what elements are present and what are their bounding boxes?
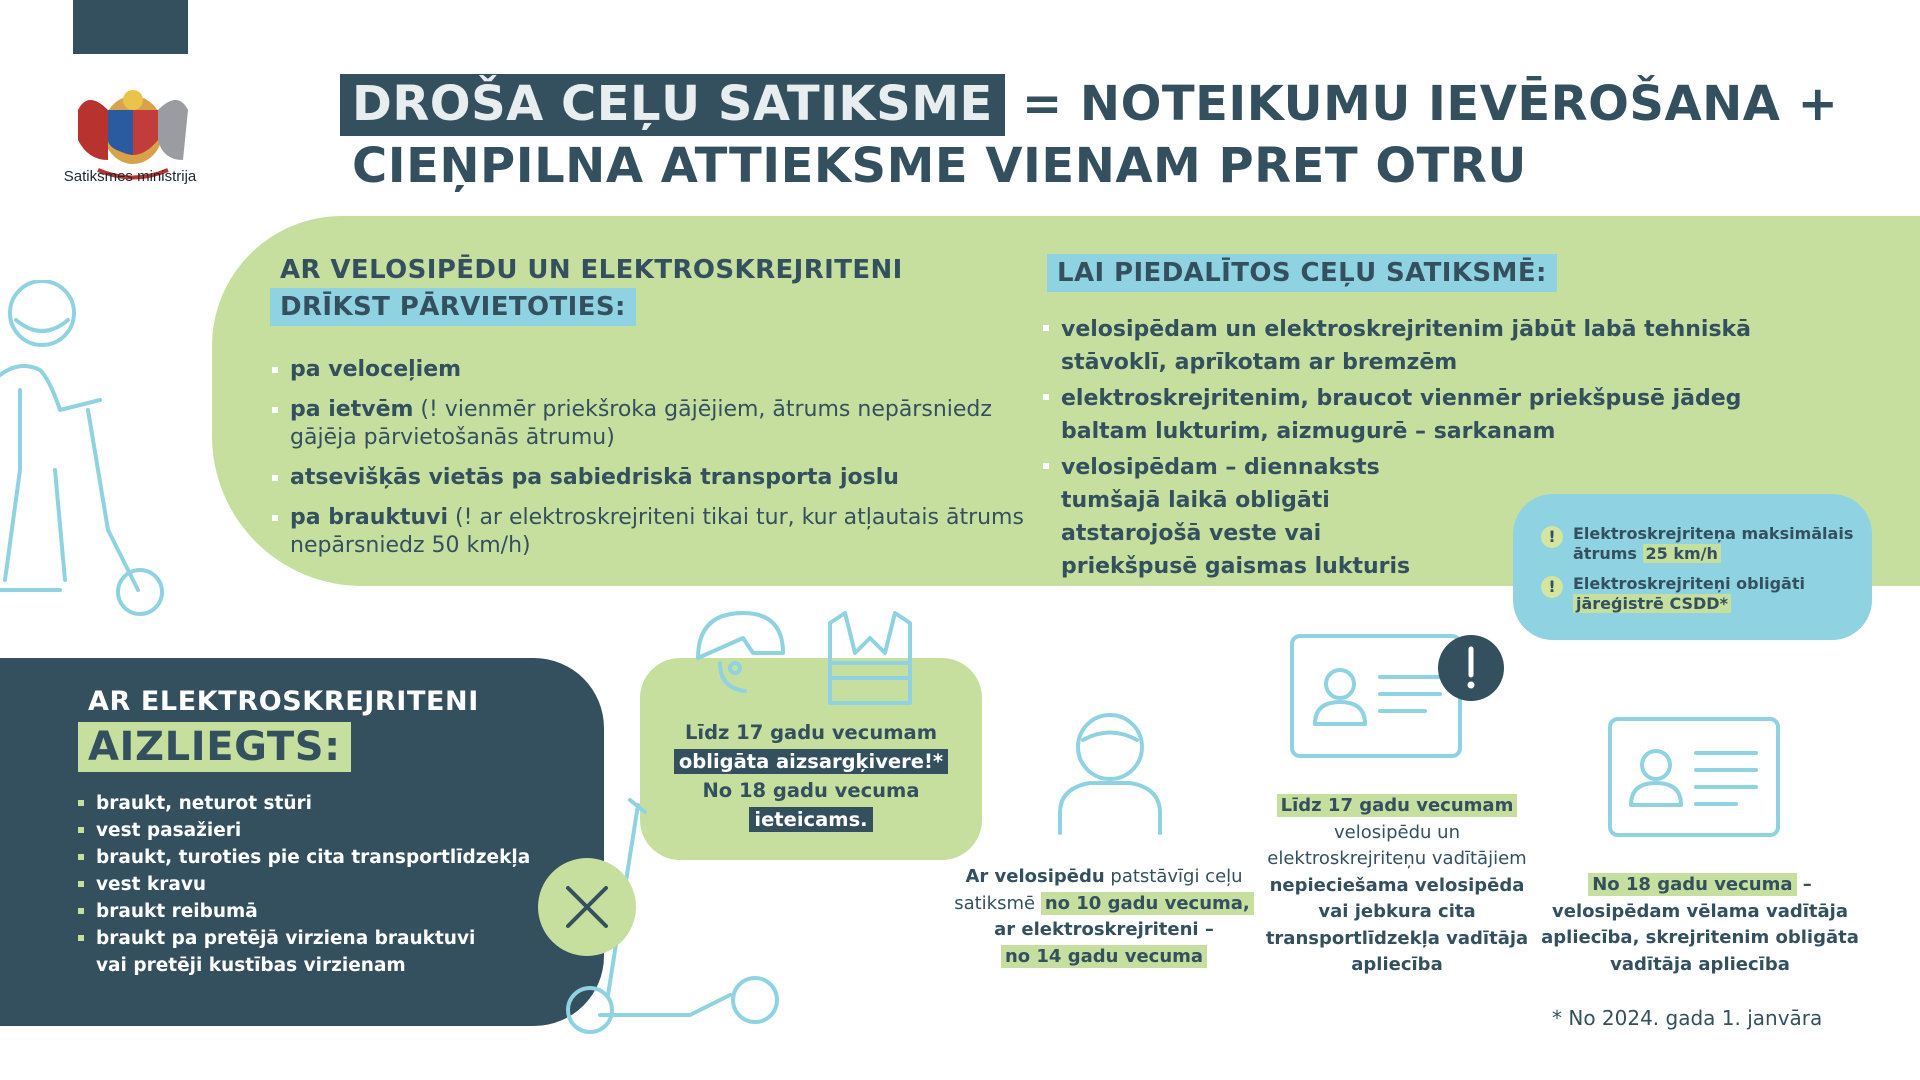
list-item: vest pasažieri <box>78 817 598 844</box>
title-highlight: DROŠA CEĻU SATIKSME <box>340 74 1005 136</box>
exclamation-icon: ! <box>1541 526 1563 548</box>
top-tab <box>73 0 188 54</box>
list-item: velosipēdam – diennaksts tumšajā laikā obligāti atstarojošā veste vai priekšpusē gaismas lukturis <box>1043 451 1441 583</box>
list-item: braukt reibumā <box>78 898 598 925</box>
scooter-info-box <box>1513 494 1872 640</box>
allowed-list <box>272 356 1032 572</box>
helmet-text: Līdz 17 gadu vecumam obligāta aizsargķivere!* No 18 gadu vecuma ieteicams. <box>640 718 982 834</box>
list-item: braukt, neturot stūri <box>78 790 598 817</box>
license18-text: No 18 gadu vecuma – velosipēdam vēlama vadītāja apliecība, skrejritenim obligāta vadītāja apliecība <box>1541 874 1859 975</box>
list-item: pa ietvēm (! vienmēr priekšroka gājējiem, ātrums nepārsniedz gājēja pārvietošanās ātrumu) <box>272 396 1032 452</box>
list-item: atsevišķās vietās pa sabiedriskā transporta joslu <box>272 464 1032 492</box>
info-registration: ! Elektroskrejriteņi obligāti jāreģistrē CSDD* <box>1541 574 1872 614</box>
title-rest: = NOTEIKUMU IEVĒROŠANA + <box>1021 76 1839 132</box>
close-icon <box>538 858 636 956</box>
participate-heading: LAI PIEDALĪTOS CEĻU SATIKSMĒ: <box>1047 258 1557 288</box>
info-speed: ! Elektroskrejriteņa maksimālais ātrums 25 km/h <box>1541 524 1872 564</box>
footnote: * No 2024. gada 1. janvāra <box>1552 1006 1823 1030</box>
safety-vest-icon <box>825 608 915 708</box>
license17-text: Līdz 17 gadu vecumam velosipēdu un elektroskrejriteņu vadītājiem nepieciešama velosipēda vai jebkura cita transportlīdzekļa vadītāja apliecība <box>1265 795 1529 975</box>
exclamation-icon: ! <box>1541 576 1563 598</box>
person-icon <box>1055 705 1165 835</box>
ministry-name: Satiksmes ministrija <box>63 168 197 185</box>
list-item: vest kravu <box>78 871 598 898</box>
allowed-heading: AR VELOSIPĒDU UN ELEKTROSKREJRITENI <box>280 255 903 285</box>
bike-age-text: Ar velosipēdu patstāvīgi ceļu satiksmē no 10 gadu vecuma, ar elektroskrejriteni – no 14 gadu vecuma <box>944 864 1264 970</box>
license-card-icon <box>1608 715 1783 840</box>
forbidden-list <box>78 790 598 979</box>
page-title <box>340 74 1838 196</box>
scooter-rider-icon <box>0 280 170 620</box>
list-item: velosipēdam un elektroskrejritenim jābūt labā tehniskā stāvoklī, aprīkotam ar bremzēm <box>1043 313 1763 379</box>
list-item: braukt, turoties pie cita transportlīdzekļa <box>78 844 598 871</box>
exclamation-badge-icon <box>1436 633 1506 703</box>
title-line2: CIEŅPILNA ATTIEKSME VIENAM PRET OTRU <box>352 138 1527 194</box>
list-item: braukt pa pretējā virziena brauktuvi vai pretēji kustības virzienam <box>78 925 496 979</box>
allowed-subheading-text: DRĪKST PĀRVIETOTIES: <box>270 288 636 326</box>
helmet-icon <box>690 608 790 698</box>
list-item: elektroskrejritenim, braucot vienmēr priekšpusē jādeg baltam lukturim, aizmugurē – sarkanam <box>1043 382 1763 448</box>
forbidden-x-circle <box>538 858 636 956</box>
list-item: pa brauktuvi (! ar elektroskrejriteni tikai tur, kur atļautais ātrums nepārsniedz 50 km/h) <box>272 504 1032 560</box>
allowed-subheading <box>270 292 636 322</box>
forbidden-subheading: AIZLIEGTS: <box>78 722 351 772</box>
forbidden-heading: AR ELEKTROSKREJRITENI <box>88 686 479 717</box>
list-item: pa veloceļiem <box>272 356 1032 384</box>
